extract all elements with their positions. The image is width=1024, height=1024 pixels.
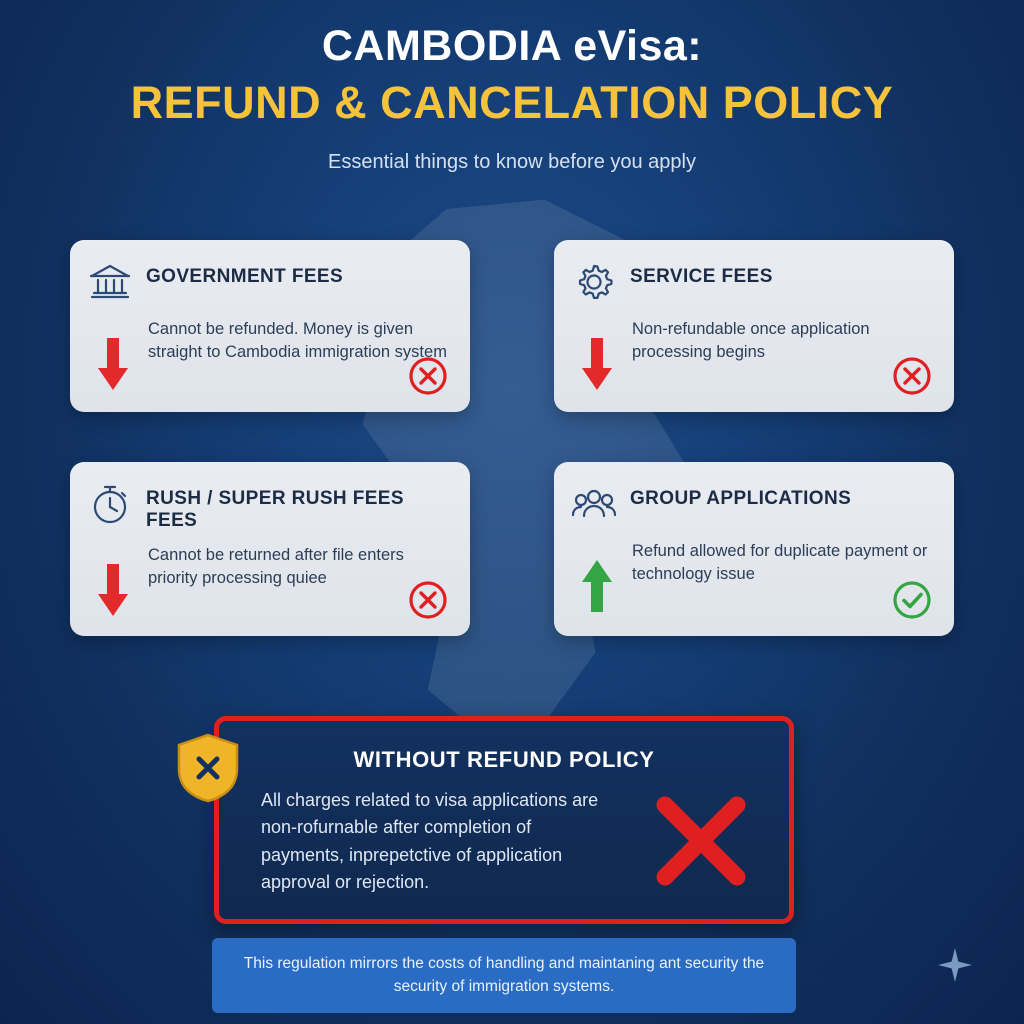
gear-icon — [570, 258, 618, 306]
card-text: Non-refundable once application processing begins — [632, 320, 870, 362]
card-header — [570, 258, 936, 306]
card-government-fees — [70, 240, 470, 412]
card-title: RUSH / SUPER RUSH FEES FEES — [146, 488, 404, 531]
page-title-line-2: REFUND & CANCELATION POLICY — [130, 77, 894, 129]
cross-red-icon — [408, 580, 448, 620]
card-title: SERVICE FEES — [630, 266, 773, 287]
cross-red-icon — [408, 356, 448, 396]
page-subtitle: Essential things to know before you apply — [328, 150, 696, 173]
people-group-icon — [570, 480, 618, 528]
sparkle-icon — [938, 948, 972, 982]
card-rush-fees — [70, 462, 470, 636]
card-body — [86, 312, 452, 392]
stopwatch-icon — [86, 480, 134, 528]
highlight-title: WITHOUT REFUND POLICY — [353, 747, 655, 772]
arrow-down-red-icon — [86, 312, 140, 392]
arrow-up-green-icon — [570, 534, 624, 614]
arrow-down-red-icon — [570, 312, 624, 392]
card-header — [86, 258, 452, 306]
shield-x-icon — [175, 733, 241, 803]
bank-icon — [86, 258, 134, 306]
header — [0, 0, 1024, 174]
card-title: GOVERNMENT FEES — [146, 266, 344, 287]
card-text: Refund allowed for duplicate payment or technology issue — [632, 542, 928, 584]
card-body — [570, 312, 936, 392]
card-text: Cannot be returned after file enters priority processing quiee — [148, 545, 404, 588]
card-title: GROUP APPLICATIONS — [630, 488, 852, 509]
check-green-icon — [892, 580, 932, 620]
without-refund-policy-box — [214, 716, 794, 924]
footer-note: This regulation mirrors the costs of handling and maintaning ant security the security of immigration systems. — [212, 938, 796, 1013]
arrow-down-red-icon — [86, 538, 140, 618]
card-header — [570, 480, 936, 528]
card-text: Cannot be refunded. Money is given straight to Cambodia immigration system — [148, 320, 447, 362]
card-header — [86, 480, 452, 532]
policy-card-grid — [70, 240, 954, 636]
card-group-applications — [554, 462, 954, 636]
card-service-fees — [554, 240, 954, 412]
highlight-text: All charges related to visa applications are non-rofurnable after completion of payments, inprepetctive of application approval or rejection. — [261, 790, 599, 893]
cross-red-icon — [892, 356, 932, 396]
card-body — [86, 538, 452, 618]
big-x-red-icon — [649, 789, 753, 893]
card-body — [570, 534, 936, 614]
page-title-line-1: CAMBODIA eVisa: — [321, 22, 703, 70]
